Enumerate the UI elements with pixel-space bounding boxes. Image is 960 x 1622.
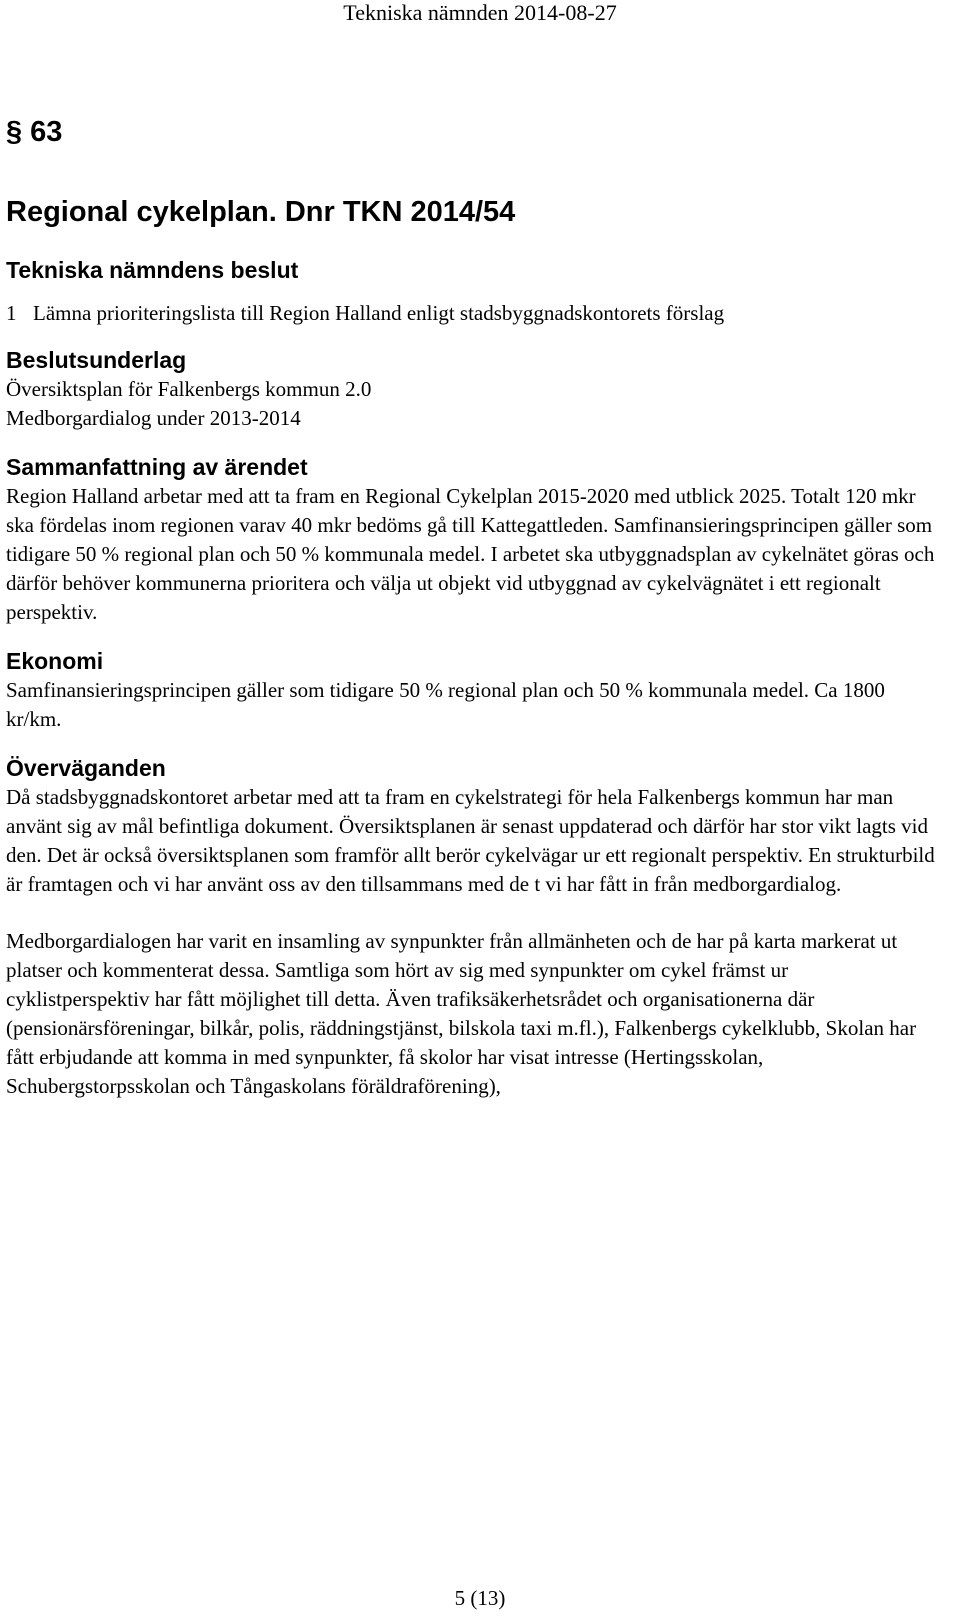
decision-item bbox=[6, 299, 936, 328]
considerations-paragraph: Medborgardialogen har varit en insamling av synpunkter från allmänheten och de har på karta markerat ut platser och kommenterat dessa. Samtliga som hört av sig med synpunkter om cykel främst ur cyklistperspektiv har fått möjlighet till detta. Även trafiksäkerhetsrådet och organisationerna där (pensionärsföreningar, bilkår, polis, räddningstjänst, bilskola taxi m.fl.), Falkenbergs cykelklubb, Skolan har fått erbjudande att komma in med synpunkter, få skolor har visat intresse (Hertingsskolan, Schubergstorpsskolan och Tångaskolans föräldraförening), bbox=[6, 929, 917, 1098]
basis-item: Översiktsplan för Falkenbergs kommun 2.0 bbox=[6, 377, 372, 401]
section-symbol: § bbox=[6, 116, 23, 148]
decision-heading: Tekniska nämndens beslut bbox=[6, 257, 299, 283]
summary-heading: Sammanfattning av ärendet bbox=[6, 454, 308, 480]
basis-item: Medborgardialog under 2013-2014 bbox=[6, 406, 301, 430]
decision-item-text: Lämna prioriteringslista till Region Halland enligt stadsbyggnadskontorets förslag bbox=[33, 301, 725, 325]
document-title: Regional cykelplan. Dnr TKN 2014/54 bbox=[6, 196, 516, 228]
basis-heading: Beslutsunderlag bbox=[6, 347, 187, 373]
economy-heading: Ekonomi bbox=[6, 648, 104, 674]
summary-text: Region Halland arbetar med att ta fram en Regional Cykelplan 2015-2020 med utblick 2025. Totalt 120 mkr ska fördelas inom regionen varav 40 mkr bedöms gå till Kattegattleden. Samfinansieringsprincipen gäller som tidigare 50 % regional plan och 50 % kommunala medel. I arbetet ska utbyggnadsplan av cykelnätet göras och därför behöver kommunerna prioritera och välja ut objekt vid utbyggnad av cykelvägnätet i ett regionalt perspektiv. bbox=[6, 484, 935, 624]
considerations-paragraph: Då stadsbyggnadskontoret arbetar med att ta fram en cykelstrategi för hela Falkenbergs kommun har man använt sig av mål befintliga dokument. Översiktsplanen är senast uppdaterad och därför har stor vikt lagts vid den. Det är också översiktsplanen som framför allt berör cykelvägar ur ett regionalt perspektiv. En strukturbild är framtagen och vi har använt oss av den tillsammans med de t vi har fått in från medborgardialog. bbox=[6, 785, 935, 896]
economy-text: Samfinansieringsprincipen gäller som tidigare 50 % regional plan och 50 % kommunala medel. Ca 1800 kr/km. bbox=[6, 678, 885, 731]
page-number: 5 (13) bbox=[454, 1586, 506, 1610]
decision-item-number: 1 bbox=[6, 301, 17, 325]
page-header: Tekniska nämnden 2014-08-27 bbox=[343, 0, 617, 25]
considerations-heading: Överväganden bbox=[6, 755, 166, 781]
section-number: 63 bbox=[30, 116, 63, 148]
section-marker bbox=[6, 114, 936, 150]
document-body bbox=[6, 114, 936, 1101]
